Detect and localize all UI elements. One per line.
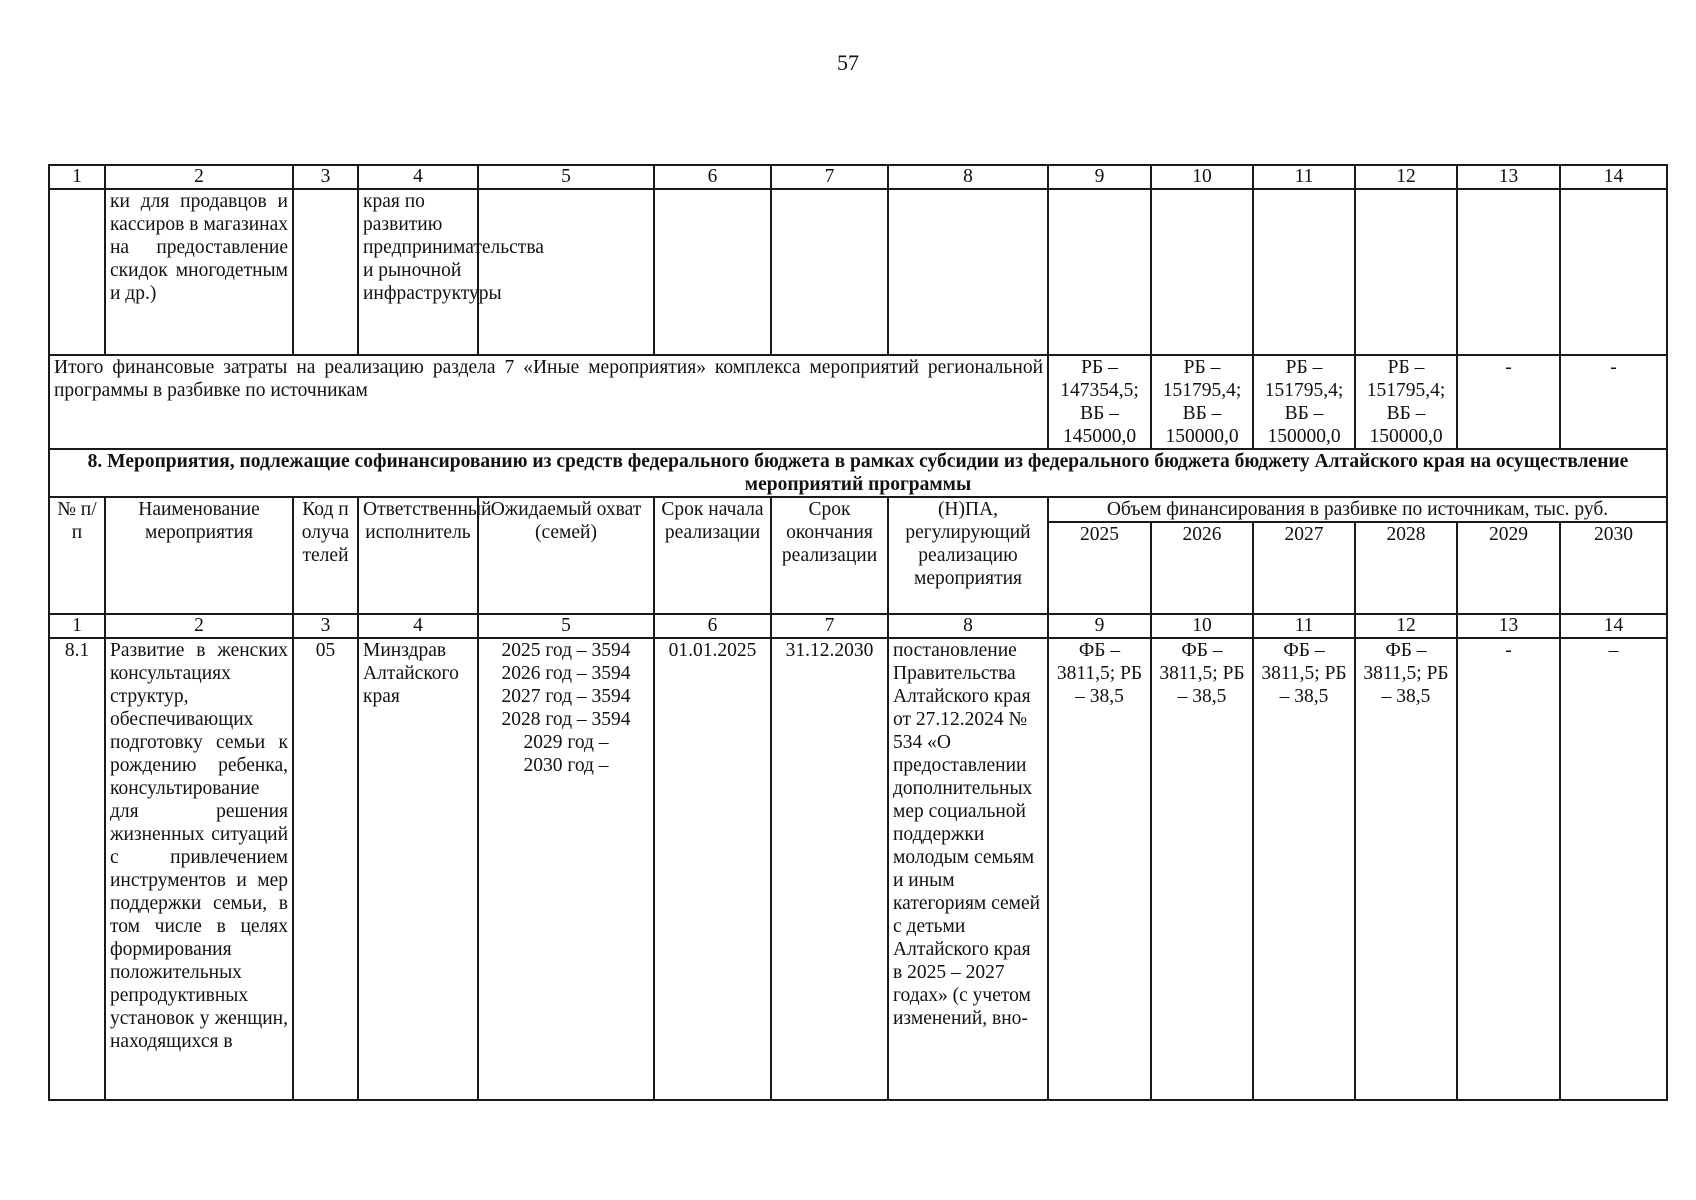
page-number: 57 [837,50,859,75]
section-8-row [49,449,1667,497]
column-number: 5 [478,165,654,189]
carryover-responsible: края по развитию предпринимательства и рыночной инфраструктуры [358,189,478,355]
column-number: 3 [293,165,358,189]
header-coverage: Ожидаемый охват (семей) [478,497,654,614]
header-year: 2030 [1560,522,1667,614]
column-number: 3 [293,614,358,638]
header-row [49,497,1667,522]
column-number: 10 [1151,165,1253,189]
header-year: 2026 [1151,522,1253,614]
measure-2027: ФБ – 3811,5; РБ – 38,5 [1253,638,1355,1100]
header-year: 2027 [1253,522,1355,614]
header-year: 2028 [1355,522,1457,614]
column-number: 11 [1253,165,1355,189]
column-number: 8 [888,614,1048,638]
total-label: Итого финансовые затраты на реализацию раздела 7 «Иные мероприятия» комплекса мероприятий региональной программы в разбивке по источникам [49,355,1048,449]
column-number: 8 [888,165,1048,189]
column-number: 13 [1457,614,1560,638]
carryover-measure-name: ки для продавцов и кассиров в магазинах на предоставление скидок многодетным и др.) [105,189,293,355]
column-number: 6 [654,165,771,189]
program-table [48,164,1668,1101]
header-year: 2029 [1457,522,1560,614]
total-2027: РБ – 151795,4; ВБ – 150000,0 [1253,355,1355,449]
column-number: 7 [771,165,888,189]
column-number: 1 [49,165,105,189]
column-number: 9 [1048,614,1151,638]
column-number: 1 [49,614,105,638]
column-number: 7 [771,614,888,638]
header-end: Срок окончания реализации [771,497,888,614]
measure-npa: постановление Правительства Алтайского края от 27.12.2024 № 534 «О предоставлении дополнительных мер социальной поддержки молодым семьям и иным категориям семей с детьми Алтайского края в 2025 – 2027 годах» (с учетом изменений, вно- [888,638,1048,1100]
column-number: 2 [105,614,293,638]
section-8-title: 8. Мероприятия, подлежащие софинансированию из средств федерального бюджета в рамках субсидии из федерального бюджета бюджету Алтайского края на осуществление мероприятий программы [49,449,1667,497]
measure-responsible: Минздрав Алтайского края [358,638,478,1100]
measure-2028: ФБ – 3811,5; РБ – 38,5 [1355,638,1457,1100]
measure-2026: ФБ – 3811,5; РБ – 38,5 [1151,638,1253,1100]
measure-2025: ФБ – 3811,5; РБ – 38,5 [1048,638,1151,1100]
column-number: 9 [1048,165,1151,189]
header-num: № п/п [49,497,105,614]
measure-coverage: 2025 год – 3594 2026 год – 3594 2027 год – 3594 2028 год – 3594 2029 год – 2030 год – [478,638,654,1100]
measure-name: Развитие в женских консультациях структур, обеспечивающих подготовку семьи к рождению ребенка, консультирование для решения жизненных ситуаций с привлечением инструментов и мер поддержки семьи, в том числе в целях формирования положительных репродуктивных установок у женщин, находящихся в [105,638,293,1100]
column-number: 10 [1151,614,1253,638]
header-name: Наименование мероприятия [105,497,293,614]
column-number: 13 [1457,165,1560,189]
measure-2030: – [1560,638,1667,1100]
total-2030: - [1560,355,1667,449]
total-2029: - [1457,355,1560,449]
column-number-row [49,614,1667,638]
header-year: 2025 [1048,522,1151,614]
column-number: 2 [105,165,293,189]
measure-end: 31.12.2030 [771,638,888,1100]
column-number: 14 [1560,165,1667,189]
header-start: Срок начала реализации [654,497,771,614]
column-number: 12 [1355,614,1457,638]
measure-2029: - [1457,638,1560,1100]
column-number: 4 [358,165,478,189]
column-number: 6 [654,614,771,638]
column-number: 4 [358,614,478,638]
column-number: 5 [478,614,654,638]
total-2026: РБ – 151795,4; ВБ – 150000,0 [1151,355,1253,449]
column-number: 11 [1253,614,1355,638]
column-number: 12 [1355,165,1457,189]
carryover-row [49,189,1667,355]
header-responsible: Ответственный исполнитель [358,497,478,614]
header-funding: Объем финансирования в разбивке по источникам, тыс. руб. [1048,497,1667,522]
column-number-row [49,165,1667,189]
header-npa: (Н)ПА, регулирующий реализацию мероприятия [888,497,1048,614]
measure-code: 05 [293,638,358,1100]
total-row [49,355,1667,449]
total-2028: РБ – 151795,4; ВБ – 150000,0 [1355,355,1457,449]
column-number: 14 [1560,614,1667,638]
total-2025: РБ – 147354,5; ВБ – 145000,0 [1048,355,1151,449]
header-code: Код получателей [293,497,358,614]
measure-row-8-1 [49,638,1667,1100]
measure-start: 01.01.2025 [654,638,771,1100]
measure-num: 8.1 [49,638,105,1100]
